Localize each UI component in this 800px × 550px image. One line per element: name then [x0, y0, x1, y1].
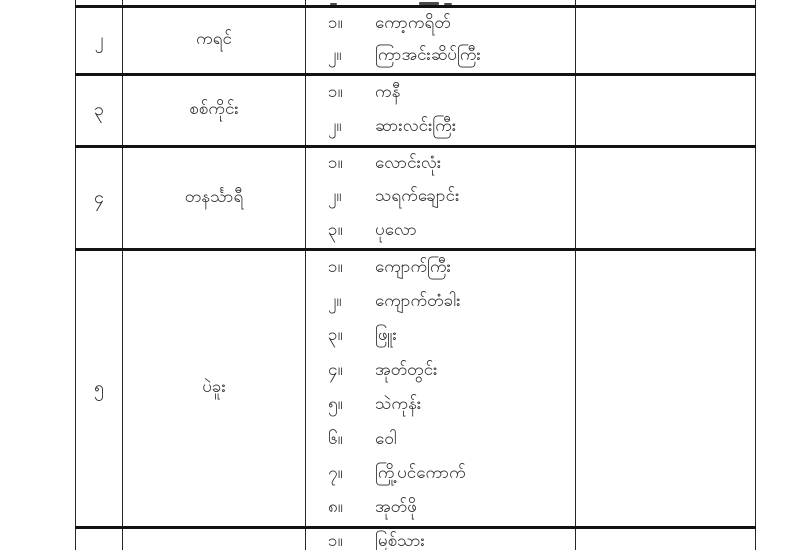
township-item: [328, 76, 575, 111]
township-item: [328, 215, 575, 248]
township-item-number: ၃။: [328, 219, 343, 239]
empty-cell: [575, 529, 756, 550]
township-item-number: ၆။: [328, 428, 343, 448]
township-item-number: ၁။: [328, 256, 343, 276]
township-item-name: ဖြူး: [375, 325, 397, 345]
township-item: [328, 320, 575, 354]
township-item-name: အုတ်ဖို: [375, 497, 417, 517]
township-list-cell: [305, 251, 575, 526]
township-item-name: အုတ်တွင်း: [375, 359, 438, 379]
township-item-number: ၇။: [328, 462, 343, 482]
township-item: [328, 285, 575, 319]
township-list-cell: [305, 8, 575, 73]
township-item-number: ၃။: [328, 325, 343, 345]
clipped-text-fragment: [419, 2, 439, 5]
region-number-cell: ၃: [75, 76, 122, 145]
table-row: [75, 0, 756, 8]
region-number-cell: [75, 0, 122, 5]
table-row: [75, 8, 756, 76]
township-item-name: ကျောက်ကြီး: [375, 256, 451, 276]
township-item: [328, 181, 575, 214]
clipped-text-fragment: [330, 3, 337, 5]
empty-cell: [575, 8, 756, 73]
table-row: [75, 251, 756, 529]
township-item-name: လောင်းလုံး: [375, 153, 442, 173]
region-number-cell: ၄: [75, 148, 122, 248]
township-item-number: ၂။: [328, 186, 342, 206]
region-name-cell: စစ်ကိုင်း: [122, 76, 305, 145]
table-row: [75, 529, 756, 550]
township-item: [328, 111, 575, 146]
township-item-number: ၈။: [328, 497, 343, 517]
township-item-number: ၁။: [328, 12, 343, 32]
township-item-number: ၅။: [328, 394, 343, 414]
empty-cell: [575, 251, 756, 526]
region-name-cell: ကရင်: [122, 8, 305, 73]
empty-cell: [575, 0, 756, 5]
region-name-cell: [122, 0, 305, 5]
township-item: [328, 354, 575, 388]
township-item: [328, 8, 575, 41]
township-item: [328, 529, 575, 550]
table-row: [75, 148, 756, 251]
township-item-number: ၂။: [328, 116, 342, 136]
region-name-cell: ပဲခူး: [122, 251, 305, 526]
township-item: [328, 41, 575, 74]
township-item: [328, 251, 575, 285]
township-item-name: ကော့ကရိတ်: [375, 12, 451, 32]
township-item-name: သရက်ချောင်း: [375, 186, 460, 206]
empty-cell: [575, 148, 756, 248]
township-item-number: ၂။: [328, 45, 342, 65]
township-item-number: ၂။: [328, 291, 342, 311]
township-item-number: ၁။: [328, 153, 343, 173]
township-item: [328, 457, 575, 491]
township-item-name: သဲကုန်း: [375, 394, 422, 414]
township-item-name: ကြာအင်းဆိပ်ကြီး: [375, 45, 481, 65]
township-item: [328, 389, 575, 423]
township-item: [328, 148, 575, 181]
township-list-cell: [305, 0, 575, 5]
township-item-name: ကြို့ပင်ကောက်: [375, 462, 466, 482]
township-item: [328, 492, 575, 526]
township-item: [328, 423, 575, 457]
region-number-cell: [75, 529, 122, 550]
region-name-cell: [122, 529, 305, 550]
region-number-cell: ၂: [75, 8, 122, 73]
township-item-number: ၁။: [328, 81, 343, 101]
township-item-name: ကျောက်တံခါး: [375, 291, 461, 311]
township-item-name: ကနီ: [375, 81, 401, 101]
township-item-number: ၄။: [328, 359, 343, 379]
region-name-cell: တနင်္သာရီ: [122, 148, 305, 248]
empty-cell: [575, 76, 756, 145]
township-item-name: မြစ်သား: [375, 530, 425, 550]
township-item-name: ပုလော: [375, 219, 417, 239]
township-item-name: ဆားလင်းကြီး: [375, 116, 457, 136]
regions-townships-table: [75, 0, 756, 550]
region-number-cell: ၅: [75, 251, 122, 526]
township-item-name: ဝေါ: [375, 428, 397, 448]
township-list-cell: [305, 529, 575, 550]
table-row: [75, 76, 756, 148]
township-list-cell: [305, 148, 575, 248]
township-list-cell: [305, 76, 575, 145]
township-item-number: ၁။: [328, 530, 343, 550]
clipped-text-fragment: [444, 3, 452, 5]
